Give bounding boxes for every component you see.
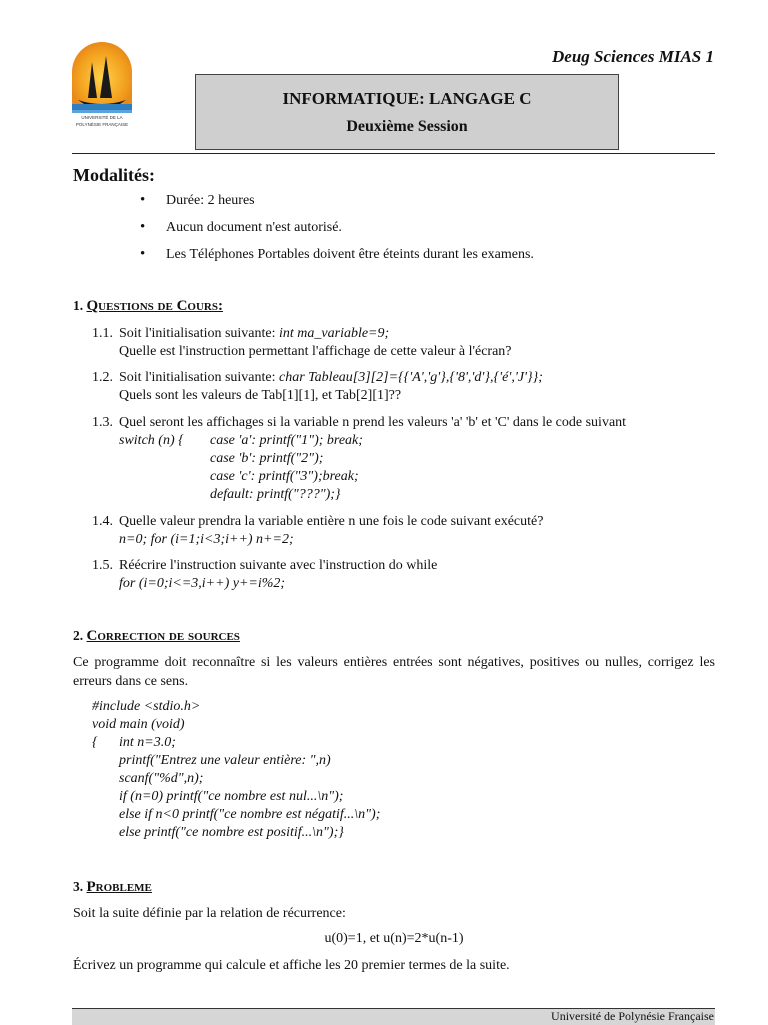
question-1-3: 1.3. Quel seront les affichages si la variable n prend les valeurs 'a' 'b' et 'C' dans le code suivant <box>92 415 627 430</box>
university-logo <box>70 42 134 134</box>
section2-label: Correction de sources <box>86 628 240 644</box>
list-item: • Les Téléphones Portables doivent être éteints durant les examens. <box>140 247 534 274</box>
section2-heading <box>73 628 240 645</box>
code-line: { <box>92 735 98 750</box>
code-line: else if n<0 printf("ce nombre est négatif...\n"); <box>119 807 381 822</box>
section3-heading <box>73 879 152 896</box>
code-line: else printf("ce nombre est positif...\n");} <box>119 825 344 840</box>
list-item: • Durée: 2 heures <box>140 193 534 220</box>
section3-label: Probleme <box>86 879 152 895</box>
switch-code-head: switch (n) { <box>119 433 184 448</box>
section2-number: 2. <box>73 628 84 643</box>
code-line: scanf("%d",n); <box>119 771 204 786</box>
section2-intro: Ce programme doit reconnaître si les valeurs entières entrées sont négatives, positives ou nulles, corrigez les erreurs dans ce sens. <box>73 655 715 689</box>
question-1-2: 1.2. Soit l'initialisation suivante: char Tableau[3][2]={{'A','g'},{'8','d'},{'é','J'}}; Quels sont les valeurs de Tab[1][1], et Tab[2][1]?? <box>92 370 543 403</box>
switch-case-b: case 'b': printf("2"); <box>210 451 324 466</box>
section1-label: Questions de Cours: <box>86 298 223 314</box>
document-subtitle: Deuxième Session <box>346 118 468 135</box>
course-name: Deug Sciences MIAS 1 <box>552 47 714 66</box>
section1-heading <box>73 298 223 315</box>
code-line: void main (void) <box>92 717 185 732</box>
question-1-4: 1.4. Quelle valeur prendra la variable entière n une fois le code suivant exécuté? n=0; for (i=1;i<3;i++) n+=2; <box>92 514 544 547</box>
recurrence-formula: u(0)=1, et u(n)=2*u(n-1) <box>324 931 464 946</box>
section1-number: 1. <box>73 298 84 313</box>
question-1-1: 1.1. Soit l'initialisation suivante: int ma_variable=9; Quelle est l'instruction permettant l'affichage de cette valeur à l'écran? <box>92 326 512 359</box>
modalites-heading: Modalités: <box>73 165 155 185</box>
list-item: • Aucun document n'est autorisé. <box>140 220 534 247</box>
document-title: INFORMATIQUE: LANGAGE C <box>282 89 532 108</box>
header-divider <box>72 153 715 154</box>
code-line: if (n=0) printf("ce nombre est nul...\n"); <box>119 789 344 804</box>
code-line: printf("Entrez une valeur entière: ",n) <box>119 753 331 768</box>
section3-task: Écrivez un programme qui calcule et affiche les 20 premier termes de la suite. <box>73 958 510 973</box>
modalites-list <box>140 193 534 274</box>
section3-intro: Soit la suite définie par la relation de récurrence: <box>73 906 346 921</box>
logo-text-line1: UNIVERSITÉ DE LA <box>81 115 123 120</box>
code-line: #include <stdio.h> <box>92 699 201 714</box>
code-line: int n=3.0; <box>119 735 176 750</box>
title-box <box>195 74 619 150</box>
switch-default: default: printf("???");} <box>210 487 341 502</box>
section3-number: 3. <box>73 879 84 894</box>
footer-text: Université de Polynésie Française <box>551 1009 714 1023</box>
logo-text-line2: POLYNÉSIE FRANÇAISE <box>75 122 129 127</box>
question-1-5: 1.5. Réécrire l'instruction suivante avec l'instruction do while for (i=0;i<=3,i++) y+=i%2; <box>92 558 438 591</box>
switch-case-c: case 'c': printf("3");break; <box>210 469 359 484</box>
switch-case-a: case 'a': printf("1"); break; <box>210 433 363 448</box>
